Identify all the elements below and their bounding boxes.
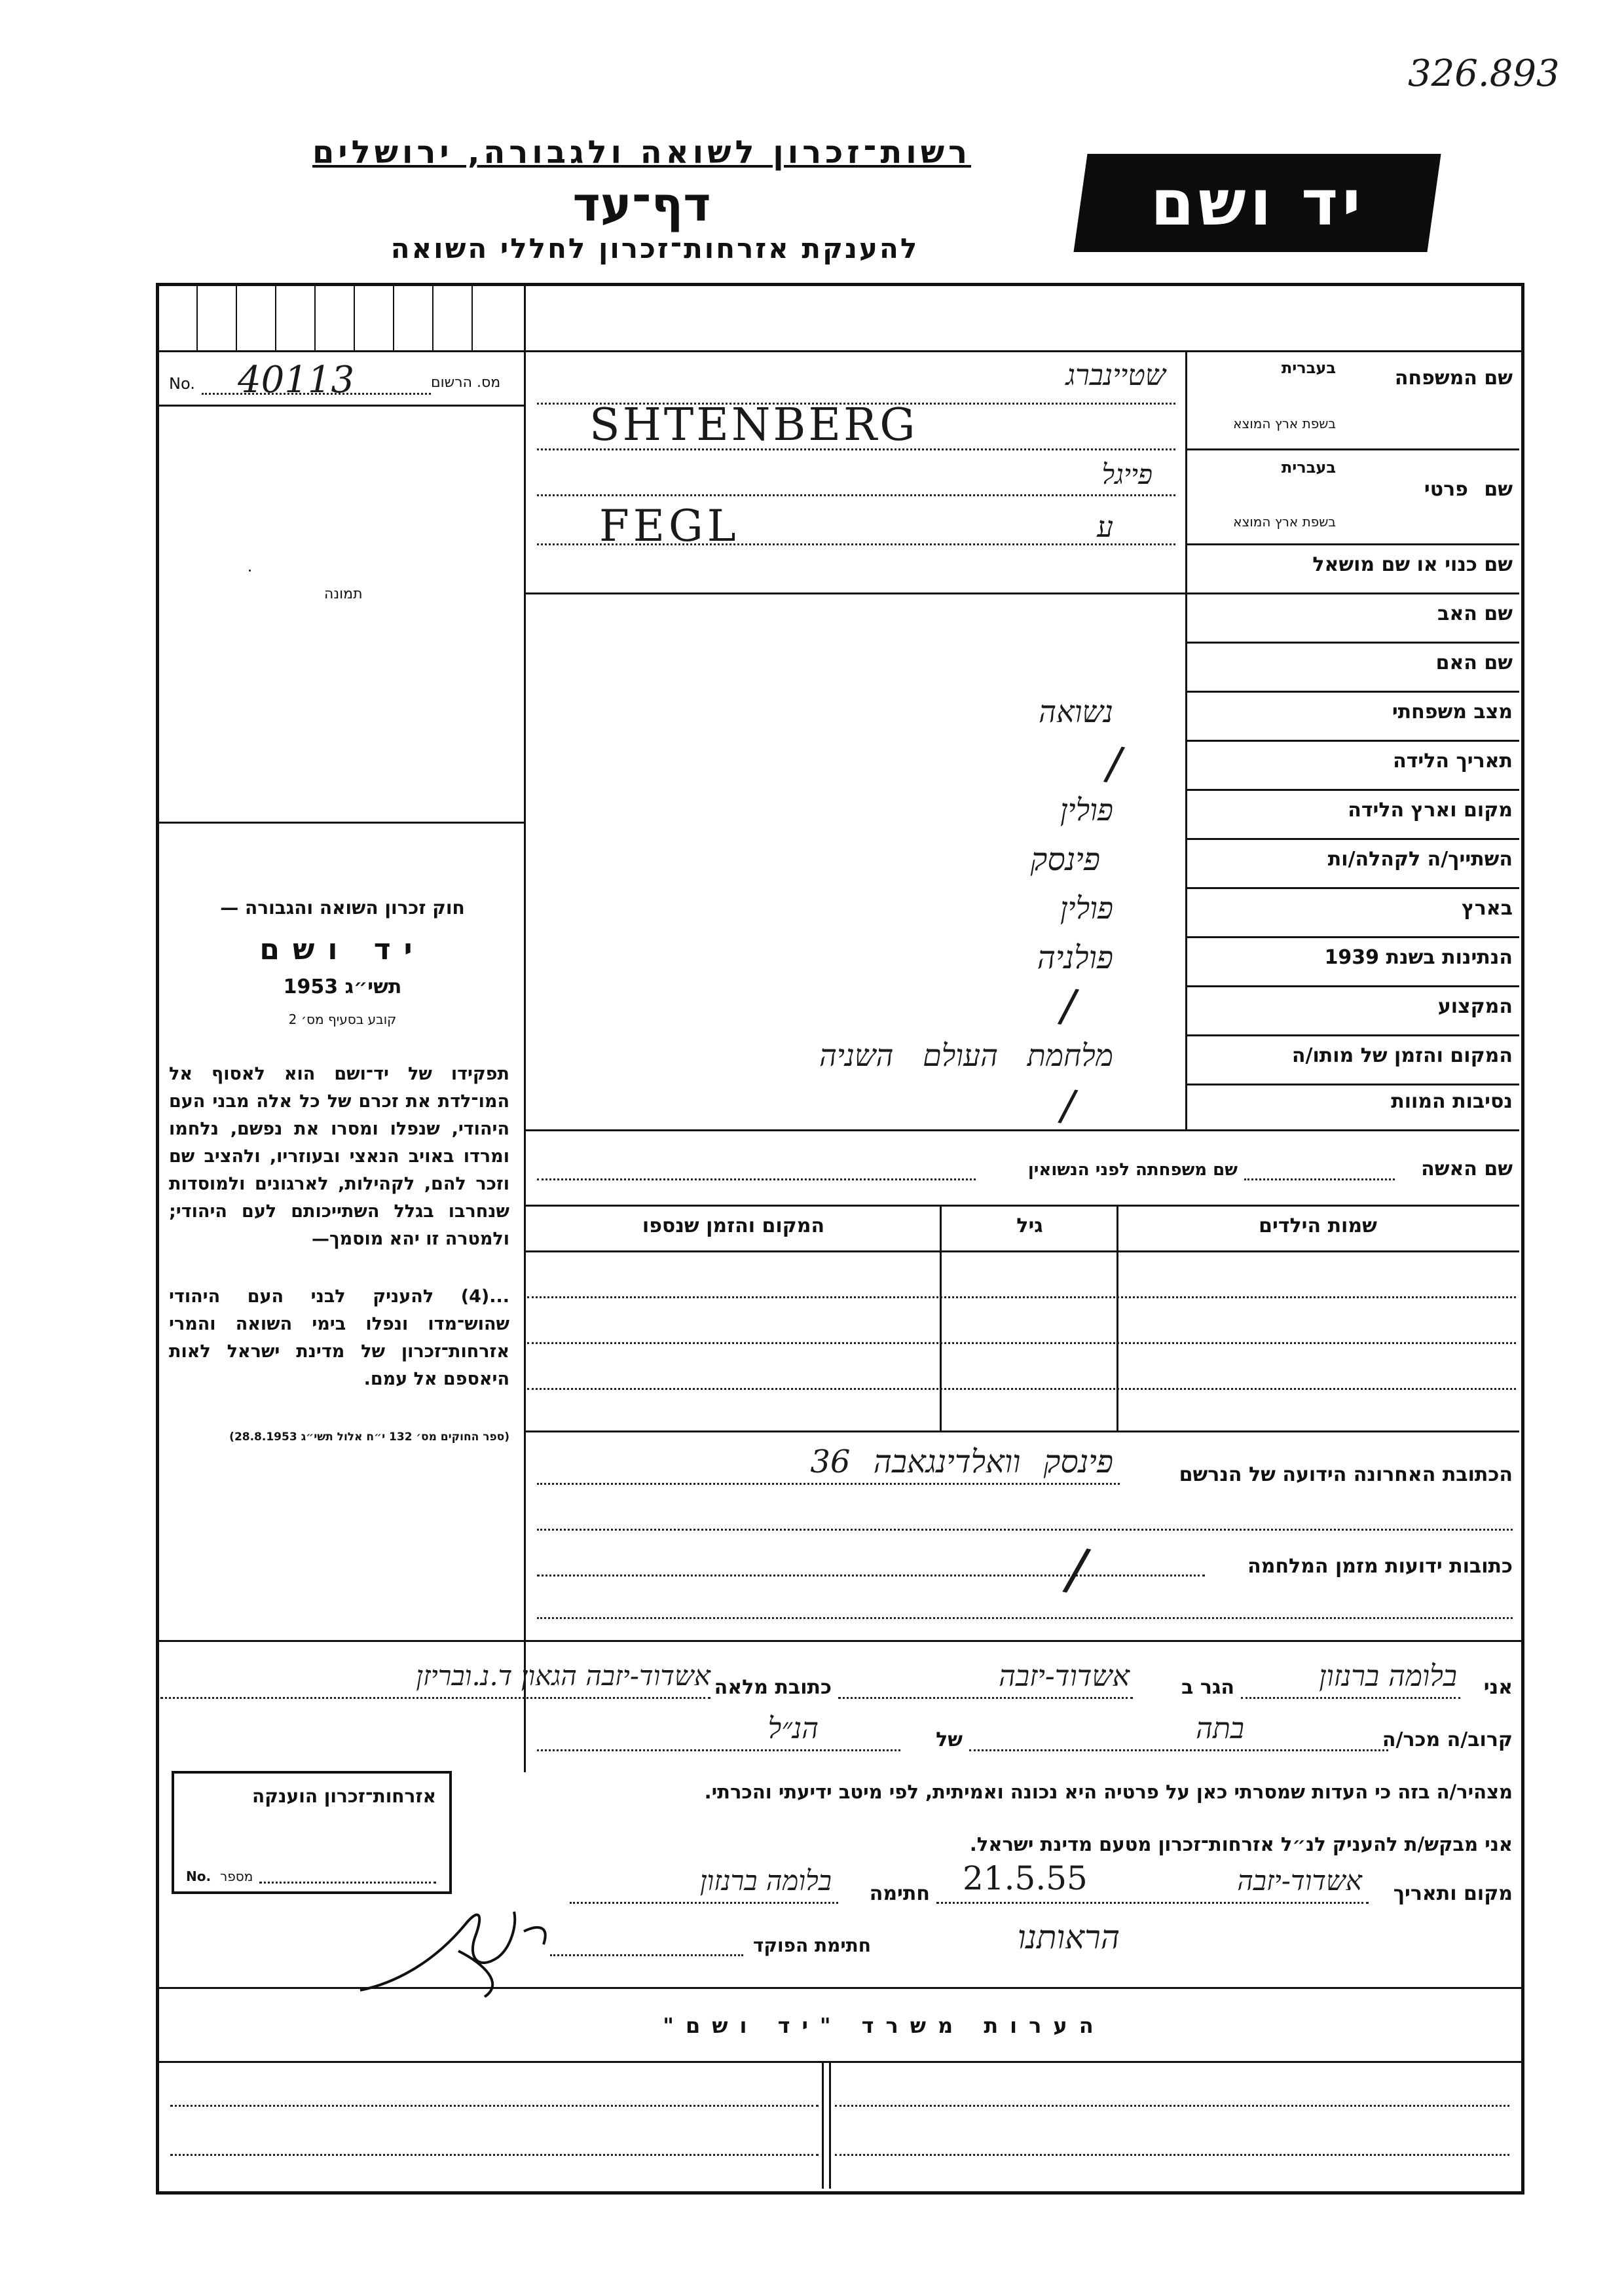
law-source: (ספר החוקים מס׳ 132 י״ח אלול תשי״ג 28.8.1953) [229,1430,509,1444]
registration-value[interactable]: 40113 [238,359,355,401]
yad-vashem-logo: יד ושם [1073,154,1441,252]
authority-title: רשות־זכרון לשואה ולגבורה, ירושלים [312,134,972,171]
label-maiden-name: שם משפחתה לפני הנשואין [1027,1160,1238,1180]
value-family-name-he[interactable]: שטיינברג [1065,359,1166,392]
label-relative: קרוב/ה מכר/ה [1382,1728,1513,1751]
value-declarant-name[interactable]: בלומה ברנזון [1319,1660,1457,1693]
label-marital: מצב משפחתי [1392,701,1513,723]
table-row[interactable] [527,1388,1516,1390]
label-officer-signature: חתימת הפוקד [752,1935,871,1956]
value-war-address[interactable]: / [1060,1534,1094,1604]
value-signature[interactable]: בלומה ברנזון [699,1865,832,1897]
photo-label: תמונה [324,586,363,602]
law-clause: קובע בסעיף מס׳ 2 [288,1011,397,1027]
value-first-name-mark[interactable]: ע [1097,511,1113,544]
label-birth-date: תאריך הלידה [1393,750,1513,773]
label-lives-in: הגר ב [1181,1676,1234,1699]
citizenship-box-title: אזרחות־זכרון הוענקה [252,1785,436,1807]
value-relation[interactable]: בתה [1196,1712,1244,1745]
value-birth-date[interactable]: / [1102,735,1127,792]
declaration-text: מצהיר/ה בזה כי העדות שמסרתי כאן על פרטיה היא נכונה ואמיתית, לפי מיטב ידיעתי והכרתי. [704,1781,1513,1803]
children-header-place: המקום והזמן שנספו [642,1214,825,1237]
law-name: יד ושם [259,933,426,966]
table-row[interactable] [527,1342,1516,1344]
label-first-name: שם פרטי [1424,478,1513,501]
label-mother: שם האם [1435,651,1513,674]
label-hebrew-2: בעברית [1281,458,1336,477]
label-signature: חתימה [869,1882,930,1905]
value-full-address[interactable]: אשדוד-יזבה הגאון ד.נ.ובריזן [416,1660,710,1692]
form-title: דף־עד [572,177,711,232]
label-citizenship: הנתינות בשנת 1939 [1324,946,1513,969]
value-profession[interactable]: / [1056,977,1081,1034]
value-death-circ[interactable]: / [1056,1079,1080,1132]
value-community[interactable]: פינסק [1030,841,1100,878]
value-first-name-latin[interactable]: FEGL [599,501,740,551]
value-country[interactable]: פולין [1060,890,1113,926]
label-birth-place: מקום וארץ הלידה [1348,799,1513,822]
law-paragraph-1: תפקידו של יד־ושם הוא לאסוף אל המו־לדת את זכרם של כל אלה מבני העם היהודי, שנפלו ומסרו את נפשם, נלחמו ומרדו באויב הנאצי ובעוזריו, ולהציב שם וזכר להם, לקהילות, לארגונים ולמוסדות שנחרבו בגלל השתייכותם לעם היהודי; ולמטרה זו יהא מוסמך— [169,1064,509,1249]
label-place-date: מקום ותאריך [1393,1882,1513,1905]
label-origin-lang-1: בשפת ארץ המוצא [1233,416,1336,431]
officer-signature-scribble [354,1886,563,2003]
label-profession: המקצוע [1437,995,1513,1018]
label-of: של [936,1728,963,1751]
label-last-address: הכתובת האחרונה הידועה של הנרשם [1179,1463,1513,1486]
law-paragraph-2: ...(4) להעניק לבני העם היהודי שהוש־מדו ונפלו בימי השואה והמרי אזרחות־זכרון של מדינת ישראל לאות היאספם אל עמם. [169,1286,509,1389]
value-citizenship[interactable]: פולניה [1037,939,1113,976]
registration-number-row: No. 40113 מס. הרשום [169,359,501,401]
table-row[interactable] [527,1296,1516,1298]
law-year: תשי״ג 1953 [283,975,402,998]
label-full-address: כתובת מלאה [714,1676,832,1699]
label-origin-lang-2: בשפת ארץ המוצא [1233,514,1336,530]
value-birth-place[interactable]: פולין [1060,792,1113,828]
label-nickname: שם כנוי או שם מושאל [1312,553,1513,576]
form-subtitle: להענקת אזרחות־זכרון לחללי השואה [390,232,919,264]
office-notes-title: הערות משרד "יד ושם" [663,2013,1105,2038]
label-family-name: שם המשפחה [1394,367,1513,390]
label-war-address: כתובות ידועות מזמן המלחמה [1247,1555,1513,1578]
label-death-place: המקום והזמן של מותו/ה [1291,1044,1513,1067]
label-i: אני [1483,1676,1513,1699]
children-header-age: גיל [1016,1214,1043,1237]
value-death-place[interactable]: מלחמת העולם השניה [819,1038,1113,1073]
value-family-name-latin[interactable]: SHTENBERG [589,399,918,451]
label-country: בארץ [1461,897,1513,920]
value-first-name-he[interactable]: פייגל [1101,458,1153,490]
label-hebrew-1: בעברית [1281,359,1336,377]
archive-number: 326.893 [1408,52,1560,95]
value-city[interactable]: אשדוד-יזבה [999,1660,1130,1693]
label-wife: שם האשה [1421,1157,1513,1180]
photo-dot [249,570,251,572]
citizenship-box: אזרחות־זכרון הוענקה No. מספר [172,1771,452,1894]
value-officer[interactable]: הראותנו [1017,1918,1120,1956]
request-text: אני מבקש/ת להעניק לנ״ל אזרחות־זכרון מטעם מדינת ישראל. [969,1833,1513,1855]
label-father: שם האב [1437,602,1513,625]
label-community: השתייך/ה לקהלה/ות [1327,848,1513,871]
value-last-address[interactable]: פינסק וואלדינגאבה 36 [810,1444,1113,1480]
value-place[interactable]: אשדוד-יזבה [1237,1865,1362,1897]
value-marital[interactable]: נשואה [1039,694,1113,729]
children-header-names: שמות הילדים [1259,1214,1377,1237]
value-date[interactable]: 21.5.55 [963,1859,1088,1897]
label-death-circ: נסיבות המוות [1391,1090,1513,1113]
law-heading: חוק זכרון השואה והגבורה — [220,897,465,919]
value-of[interactable]: הנ״ל [767,1712,819,1745]
